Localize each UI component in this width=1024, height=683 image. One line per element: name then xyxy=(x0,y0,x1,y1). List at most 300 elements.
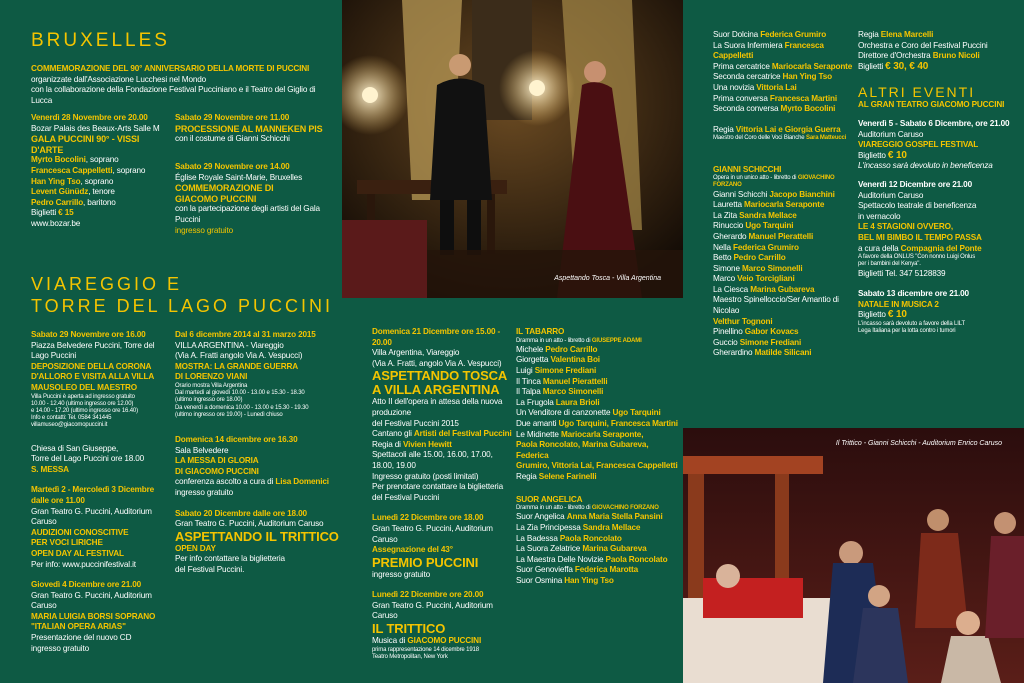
cast-line xyxy=(516,544,681,555)
cast-line xyxy=(713,41,858,62)
event-line xyxy=(372,636,512,647)
event-subtitle: Assegnazione del 43° xyxy=(372,545,453,555)
bruxelles-org2: con la collaborazione della Fondazione Festival Pucciniano e il Teatro del Giglio di Lucca xyxy=(31,85,316,105)
event-date: Lunedì 22 Dicembre ore 18.00 xyxy=(372,513,484,523)
event-line xyxy=(372,429,512,440)
bruxelles-heading: BRUXELLES xyxy=(31,30,170,51)
cast-role: Lauretta xyxy=(713,200,744,210)
cast-line xyxy=(516,355,681,366)
cast-role: Gherardo xyxy=(713,231,749,241)
event-title: DI LORENZO VIANI xyxy=(175,372,248,382)
cast-role: Nella xyxy=(713,242,734,252)
cast-line xyxy=(713,243,858,254)
cast-role: Seconda cercatrice xyxy=(713,72,783,82)
line-prefix: Musica di xyxy=(372,636,408,646)
event-venue: Auditorium Caruso xyxy=(858,129,924,139)
event-note: con il costume di Gianni Schicchi xyxy=(175,134,290,144)
cast-name: Marco Simonelli xyxy=(742,263,803,273)
tickets-label: Biglietti xyxy=(31,208,59,218)
opera-title: IL TABARRO xyxy=(516,327,565,336)
line-prefix: Cantano gli xyxy=(372,429,414,439)
cast-role: La Maestra Delle Novizie xyxy=(516,554,606,564)
cast-name: Mariocarla Seraponte xyxy=(743,200,825,210)
col5-cast xyxy=(713,30,858,359)
cast-line xyxy=(713,200,858,211)
cast-role: , soprano xyxy=(112,165,146,175)
suor-cast-list xyxy=(516,512,681,586)
cast-role: Suor Dolcina xyxy=(713,30,761,39)
event-venue: Gran Teatro G. Puccini, Auditorium Caruso xyxy=(372,600,493,621)
cast-line xyxy=(516,512,681,523)
small-info: Lega Italiana per la lotta contro i tumori xyxy=(858,328,956,335)
gianni-schicchi-cast-list xyxy=(713,190,858,360)
bruxelles-event-commemorazione xyxy=(175,162,340,236)
cast-line xyxy=(516,523,681,534)
line-prefix: Regia di xyxy=(372,439,403,449)
small-info: A favore della ONLUS "Con nonno Luigi Onlus xyxy=(858,254,976,261)
event-title: DEPOSIZIONE DELLA CORONA xyxy=(31,361,152,371)
cast-name: Sandra Mellace xyxy=(739,210,797,220)
event-title: D'ALLORO E VISITA ALLA VILLA xyxy=(31,372,155,382)
event-line: Ingresso gratuito (posti limitati) xyxy=(372,471,479,481)
event-info: Per info: www.puccinifestival.it xyxy=(31,559,136,569)
tickets-price: € 30, € 40 xyxy=(885,60,929,72)
cast-name: Manuel Pierattelli xyxy=(748,231,814,241)
cast-name: Matilde Silicani xyxy=(754,348,812,358)
cast-name: Paola Roncolato xyxy=(605,554,668,564)
event-note: Per info contattare la biglietteria xyxy=(175,554,285,564)
cast-name: Ugo Tarquini xyxy=(612,408,661,418)
small-info: e 14.00 - 17.20 (ultimo ingresso ore 16.40) xyxy=(31,407,138,414)
cast-role: , tenore xyxy=(88,187,115,197)
cast-line xyxy=(31,187,171,198)
event-venue: Bozar Palais des Beaux-Arts Salle M xyxy=(31,123,160,133)
event-address: (Via A. Fratti, angolo Via A. Vespucci) xyxy=(372,358,502,368)
event-date: Sabato 29 Novembre ore 11.00 xyxy=(175,113,290,122)
event-time: Torre del Lago Puccini ore 18.00 xyxy=(31,454,145,464)
regia-line xyxy=(713,125,858,136)
small-info: Dal martedì al giovedì 10.00 - 13.00 e 15.30 - 18.30 xyxy=(175,390,305,397)
cast-name: Federica Grumiro xyxy=(733,242,799,252)
cast-line xyxy=(713,338,858,349)
opera-subtitle xyxy=(516,505,681,512)
cast-line xyxy=(713,190,858,201)
note-name: Lisa Domenici xyxy=(275,477,329,487)
event-date: Giovedì 4 Dicembre ore 21.00 xyxy=(31,580,142,590)
photo-aspettando-tosca xyxy=(342,0,683,298)
cast-line xyxy=(31,177,171,188)
viareggio-col-right xyxy=(175,330,340,576)
cast-line xyxy=(516,472,681,483)
cast-line xyxy=(713,285,858,296)
col6-altri-eventi xyxy=(858,30,1018,335)
event-venue: VILLA ARGENTINA - Viareggio xyxy=(175,340,284,350)
line-prefix: Regia xyxy=(858,30,881,39)
cast-line xyxy=(516,366,681,377)
event-line: Spettacoli alle 15.00, 16.00, 17.00, 18.00, 19.00 xyxy=(372,450,493,470)
cast-name: Han Ying Tso xyxy=(31,176,81,186)
col3-events xyxy=(372,327,512,661)
small-info: Da venerdì a domenica 10.00 - 13.00 e 15.30 - 19.30 xyxy=(175,404,309,411)
cast-role: Guccio xyxy=(713,337,740,347)
cast-role: La Zia Principessa xyxy=(516,522,583,532)
event-line: Spettacolo teatrale di beneficenza xyxy=(858,201,977,211)
event-note: con la partecipazione degli artisti del Gala Puccini xyxy=(175,204,320,224)
cast-name: Mariocarla Seraponte xyxy=(771,61,853,71)
viareggio-col-left xyxy=(31,330,171,654)
cast-line xyxy=(713,264,858,275)
opera-subtitle xyxy=(516,338,681,345)
cast-name: Valentina Boi xyxy=(550,355,600,365)
event-venue: Gran Teatro G. Puccini, Auditorium Caruso xyxy=(31,590,152,611)
cast-line xyxy=(713,30,858,41)
event-title: IL TRITTICO xyxy=(372,621,446,637)
cast-line xyxy=(516,461,681,472)
cast-line xyxy=(516,377,681,388)
event-note: ingresso gratuito xyxy=(372,569,430,579)
cast-line xyxy=(713,295,858,316)
cast-role: Suor Osmina xyxy=(516,575,565,585)
event-title: ASPETTANDO TOSCA xyxy=(372,368,508,384)
subtitle-name: GIUSEPPE ADAMI xyxy=(591,337,642,344)
cast-role: Michele xyxy=(516,344,546,354)
cast-line xyxy=(713,232,858,243)
cast-line xyxy=(516,534,681,545)
line-name: Vivien Hewitt xyxy=(402,439,452,449)
cast-role: Un Venditore di canzonette xyxy=(516,408,613,418)
event-date: Sabato 29 Novembre ore 14.00 xyxy=(175,162,290,171)
event-note: L'incasso sarà devoluto in beneficenza xyxy=(858,161,993,171)
cast-name: Manuel Pierattelli xyxy=(542,376,608,386)
cast-name: Han Ying Tso xyxy=(782,72,832,82)
tickets-price: € 10 xyxy=(887,149,907,161)
event-title: "ITALIAN OPERA ARIAS" xyxy=(31,622,126,632)
cast-role: Rinuccio xyxy=(713,221,746,231)
bruxelles-event-gala xyxy=(31,113,171,230)
event-venue: Chiesa di San Giuseppe, xyxy=(31,443,119,453)
tickets xyxy=(858,310,1018,321)
cast-role: Prima cercatrice xyxy=(713,61,772,71)
viareggio-heading-line2: TORRE DEL LAGO PUCCINI xyxy=(31,296,334,316)
cast-role: La Suora Zelatrice xyxy=(516,544,583,554)
event-title: LA MESSA DI GLORIA xyxy=(175,456,259,466)
cast-role: Gianni Schicchi xyxy=(713,189,770,199)
event-line: Atto II dell'opera in attesa della nuova produzione xyxy=(372,397,503,417)
line-name: Elena Marcelli xyxy=(880,30,934,39)
cast-name: Ugo Tarquini, Francesca Martini xyxy=(558,418,678,428)
cast-line xyxy=(713,317,858,328)
cast-name: Pedro Carrillo xyxy=(31,197,84,207)
small-info: Villa Puccini è aperta ad ingresso gratuito xyxy=(31,393,135,400)
bruxelles-intro xyxy=(31,64,331,106)
bruxelles-subtitle: COMMEMORAZIONE DEL 90° ANNIVERSARIO DELLA MORTE DI PUCCINI xyxy=(31,64,310,73)
event-date: Dal 6 dicembre 2014 al 31 marzo 2015 xyxy=(175,330,316,339)
cast-line xyxy=(713,83,858,94)
cast-role: Prima conversa xyxy=(713,93,770,103)
cast-name: Marco Simonelli xyxy=(542,387,604,397)
cast-role: Seconda conversa xyxy=(713,104,781,114)
cast-role: Pinellino xyxy=(713,327,745,337)
director-line xyxy=(858,51,1018,62)
cast-name: Marina Gubareva xyxy=(582,544,647,554)
event-title: OPEN DAY AL FESTIVAL xyxy=(31,548,124,558)
cast-line xyxy=(516,345,681,356)
bruxelles-event-manneken xyxy=(175,113,340,145)
event-title: PER VOCI LIRICHE xyxy=(31,538,103,548)
tickets-price: € 15 xyxy=(58,208,74,218)
cast-name: Paola Roncolato xyxy=(559,533,622,543)
cast-name: Myrto Bocolini xyxy=(780,104,836,114)
cast-name: Marina Gubareva xyxy=(750,284,815,294)
cast-role: Suor Angelica xyxy=(516,512,567,522)
bruxelles-org1: organizzate dall'Associazione Lucchesi nel Mondo xyxy=(31,74,207,84)
cast-role: Il Tinca xyxy=(516,376,543,386)
col4-operas xyxy=(516,327,681,586)
cast-line xyxy=(713,62,858,73)
event-date: Sabato 29 Novembre ore 16.00 xyxy=(31,330,146,339)
cast-line xyxy=(713,104,858,115)
cast-role: Suor Genovieffa xyxy=(516,565,575,575)
line-name: GIACOMO PUCCINI xyxy=(407,636,482,646)
cast-line xyxy=(516,576,681,587)
small-info: Teatro Metropolitan, New York xyxy=(372,653,448,660)
cast-name: Grumiro, Vittoria Lai, Francesca Cappelletti xyxy=(516,461,678,471)
tickets-price: € 10 xyxy=(887,309,907,321)
cast-name: Francesca Cappelletti xyxy=(713,40,824,61)
coro-line xyxy=(713,135,858,142)
event-phone: Biglietti Tel. 347 5128839 xyxy=(858,268,946,278)
cast-line xyxy=(713,274,858,285)
event-title: GALA PUCCINI 90° - VISSI D'ARTE xyxy=(31,134,140,155)
cast-line xyxy=(516,565,681,576)
tickets xyxy=(858,62,1018,73)
cast-role: La Badessa xyxy=(516,533,560,543)
cast-name: Federica Grumiro xyxy=(760,30,827,39)
cast-line xyxy=(516,419,681,430)
cast-role: Una novizia xyxy=(713,82,757,92)
event-date: Venerdì 12 Dicembre ore 21.00 xyxy=(858,179,972,189)
cast-role: Marco xyxy=(713,274,738,284)
cast-line xyxy=(713,211,858,222)
cast-name: Francesca Cappelletti xyxy=(31,165,113,175)
viareggio-heading xyxy=(31,273,333,317)
event-venue: Villa Argentina, Viareggio xyxy=(372,348,460,358)
line-name: Bruno Nicoli xyxy=(932,51,980,61)
cast-name: Mariocarla Seraponte, xyxy=(560,429,644,439)
event-title: LE 4 STAGIONI OVVERO, xyxy=(858,222,953,232)
event-title: COMMEMORAZIONE DI xyxy=(175,183,274,194)
tabarro-cast-list xyxy=(516,345,681,483)
subtitle-prefix: Dramma in un atto - libretto di xyxy=(516,337,592,344)
opera-title: SUOR ANGELICA xyxy=(516,494,583,504)
cast-line xyxy=(31,166,171,177)
subtitle-prefix: Opera in un unico atto - libretto di xyxy=(713,175,798,182)
event-title: PROCESSIONE AL MANNEKEN PIS xyxy=(175,123,323,134)
cast-name: Jacopo Bianchini xyxy=(769,189,835,199)
event-venue: Gran Teatro G. Puccini, Auditorium Caruso xyxy=(372,523,493,544)
orchestra-line: Orchestra e Coro del Festival Puccini xyxy=(858,40,988,50)
line-name: Compagnia del Ponte xyxy=(900,243,982,253)
cast-line xyxy=(713,253,858,264)
photo-il-trittico-image xyxy=(683,428,1024,683)
event-title: MOSTRA: LA GRANDE GUERRA xyxy=(175,361,298,371)
cast-line xyxy=(31,198,171,209)
event-title: AUDIZIONI CONOSCITIVE xyxy=(31,527,129,537)
cast-role: La Zita xyxy=(713,210,740,220)
cast-role: , soprano xyxy=(85,155,119,165)
event-date: Martedì 2 - Mercoledì 3 Dicembre dalle ore 11.00 xyxy=(31,485,155,505)
cast-role: La Frugola xyxy=(516,397,556,407)
small-info: per i bambini del Kenya". xyxy=(858,261,921,268)
event-title: NATALE IN MUSICA 2 xyxy=(858,299,939,309)
photo-il-trittico xyxy=(683,428,1024,683)
cast-name: Paola Roncolato, Marina Gubareva, Federica xyxy=(516,440,649,460)
cast-role: Due amanti xyxy=(516,418,559,428)
tickets-label: Biglietto xyxy=(858,150,888,160)
cast-line xyxy=(516,555,681,566)
event-date: Venerdì 5 - Sabato 6 Dicembre, ore 21.00 xyxy=(858,118,1010,128)
cast-line xyxy=(516,440,681,461)
event-title: BEL MI BIMBO IL TEMPO PASSA xyxy=(858,232,982,242)
cast-line xyxy=(713,327,858,338)
cast-name: Velthur Tognoni xyxy=(713,316,773,326)
cast-name: Francesca Martini xyxy=(769,93,837,103)
cast-role: Gherardino xyxy=(713,348,755,358)
cast-name: Pedro Carrillo xyxy=(733,253,786,263)
event-title: MAUSOLEO DEL MAESTRO xyxy=(31,382,138,392)
small-info: L'incasso sarà devoluto a favore della LILT xyxy=(858,320,965,327)
cast-line xyxy=(31,155,171,166)
cast-name: Veio Torcigliani xyxy=(737,274,795,284)
photo-caption: Aspettando Tosca - Villa Argentina xyxy=(554,275,661,282)
cast-role: Le Midinette xyxy=(516,429,561,439)
small-info: (ultimo ingresso ore 19.00) - Lunedì chiuso xyxy=(175,411,283,418)
event-venue: Gran Teatro G. Puccini, Auditorium Caruso xyxy=(31,506,152,527)
line-name: Sara Matteucci xyxy=(806,135,847,142)
subtitle-prefix: Dramma in un atto - libretto di xyxy=(516,505,592,512)
event-venue: Église Royale Saint-Marie, Bruxelles xyxy=(175,172,303,182)
event-venue: Piazza Belvedere Puccini, Torre del Lago Puccini xyxy=(31,340,155,361)
cast-line xyxy=(516,387,681,398)
cast-name: Myrto Bocolini xyxy=(31,155,86,165)
event-address: (Via A. Fratti angolo Via A. Vespucci) xyxy=(175,351,303,361)
event-title: DI GIACOMO PUCCINI xyxy=(175,466,259,476)
photo-caption: Il Trittico - Gianni Schicchi - Auditorium Enrico Caruso xyxy=(835,440,1002,447)
event-note: del Festival Puccini. xyxy=(175,564,245,574)
event-title: PREMIO PUCCINI xyxy=(372,554,479,570)
altri-eventi-heading: ALTRI EVENTI xyxy=(858,84,976,101)
tickets xyxy=(858,151,1018,162)
event-venue: Sala Belvedere xyxy=(175,445,229,455)
event-line: Per prenotare contattare la biglietteria xyxy=(372,482,503,492)
event-date: Venerdì 28 Novembre ore 20.00 xyxy=(31,113,148,122)
tickets xyxy=(31,208,171,219)
tickets-label: Biglietto xyxy=(858,310,888,320)
cast-role: Simone xyxy=(713,263,742,273)
cast-name: Levent Günüdz xyxy=(31,187,89,197)
cast-name: Anna Maria Stella Pansini xyxy=(566,512,663,522)
event-title: MARIA LUIGIA BORSI SOPRANO xyxy=(31,611,156,621)
cast-role: Regia xyxy=(516,471,539,481)
cast-name: Han Ying Tso xyxy=(564,575,614,585)
subtitle-name: GIOVACHINO FORZANO xyxy=(713,175,835,189)
small-info: prima rappresentazione 14 dicembre 1918 xyxy=(372,646,479,653)
event-line: in vernacolo xyxy=(858,211,901,221)
small-info: villamuseo@giacomopuccini.it xyxy=(31,422,108,429)
line-name: Artisti del Festival Puccini xyxy=(413,429,512,439)
line-prefix: Direttore d'Orchestra xyxy=(858,51,933,61)
small-info: 10.00 - 12.40 (ultimo ingresso ore 12.00) xyxy=(31,400,134,407)
event-title: S. MESSA xyxy=(31,464,69,474)
cast-name: Pedro Carrillo xyxy=(545,344,598,354)
event-title: VIAREGGIO GOSPEL FESTIVAL xyxy=(858,140,979,150)
cast-line xyxy=(713,94,858,105)
event-note: ingresso gratuito xyxy=(175,487,233,497)
line-name: Vittoria Lai e Giorgia Guerra xyxy=(735,124,841,134)
cast-line xyxy=(516,430,681,441)
small-info: Info e contatti: Tel. 0584 341445 xyxy=(31,415,112,422)
regia-line xyxy=(858,30,1018,41)
subtitle-name: GIOVACHINO FORZANO xyxy=(591,505,659,512)
cast-name: Ugo Tarquini xyxy=(745,221,794,231)
event-date: Sabato 13 dicembre ore 21.00 xyxy=(858,289,969,299)
cast-name: Federica Marotta xyxy=(574,565,639,575)
cast-line xyxy=(516,398,681,409)
line-prefix: Regia xyxy=(713,124,736,134)
event-title: ASPETTANDO IL TRITTICO xyxy=(175,528,339,544)
event-url[interactable]: www.bozar.be xyxy=(31,218,81,228)
event-date: Sabato 20 Dicembre dalle ore 18.00 xyxy=(175,508,307,518)
event-line xyxy=(858,244,1018,255)
event-title: A VILLA ARGENTINA xyxy=(372,382,500,398)
event-venue: Auditorium Caruso xyxy=(858,190,924,200)
event-date: Domenica 14 dicembre ore 16.30 xyxy=(175,434,298,444)
cast-role: La Ciesca xyxy=(713,284,751,294)
small-info: (ultimo ingresso ore 18.00) xyxy=(175,397,243,404)
viareggio-heading-line1: VIAREGGIO E xyxy=(31,274,183,294)
event-date: Lunedì 22 Dicembre ore 20.00 xyxy=(372,590,484,600)
cast-role: Giorgetta xyxy=(516,355,551,365)
cast-role: , soprano xyxy=(80,176,114,186)
note-prefix: conferenza ascolto a cura di xyxy=(175,477,276,487)
line-prefix: a cura della xyxy=(858,243,901,253)
altri-eventi-subtitle: AL GRAN TEATRO GIACOMO PUCCINI xyxy=(858,100,1005,110)
event-note: Presentazione del nuovo CD xyxy=(31,633,132,643)
suor-cast-list-continued xyxy=(713,30,858,115)
cast-role: Il Talpa xyxy=(516,387,543,397)
cast-name: Sandra Mellace xyxy=(582,522,641,532)
cast-name: Simone Frediani xyxy=(534,365,597,375)
cast-line xyxy=(713,348,858,359)
tickets-label: Biglietti xyxy=(858,61,886,71)
small-info: Orario mostra Villa Argentina xyxy=(175,382,248,389)
cast-line xyxy=(713,221,858,232)
cast-role: La Suora Infermiera xyxy=(713,40,785,50)
event-line xyxy=(372,440,512,451)
cast-name: Simone Frediani xyxy=(739,337,802,347)
cast-line xyxy=(713,72,858,83)
cast-name: Vittoria Lai xyxy=(756,82,797,92)
event-date: Domenica 21 Dicembre ore 15.00 - 20.00 xyxy=(372,327,501,347)
cast-name: Laura Brioli xyxy=(555,397,600,407)
event-note: ingresso gratuito xyxy=(175,225,233,235)
event-line: del Festival Puccini 2015 xyxy=(372,418,459,428)
cast-role: Betto xyxy=(713,253,734,263)
event-title: GIACOMO PUCCINI xyxy=(175,193,257,204)
photo-aspettando-tosca-image xyxy=(342,0,683,298)
event-note: ingresso gratuito xyxy=(31,643,89,653)
event-subtitle: OPEN DAY xyxy=(175,543,216,553)
